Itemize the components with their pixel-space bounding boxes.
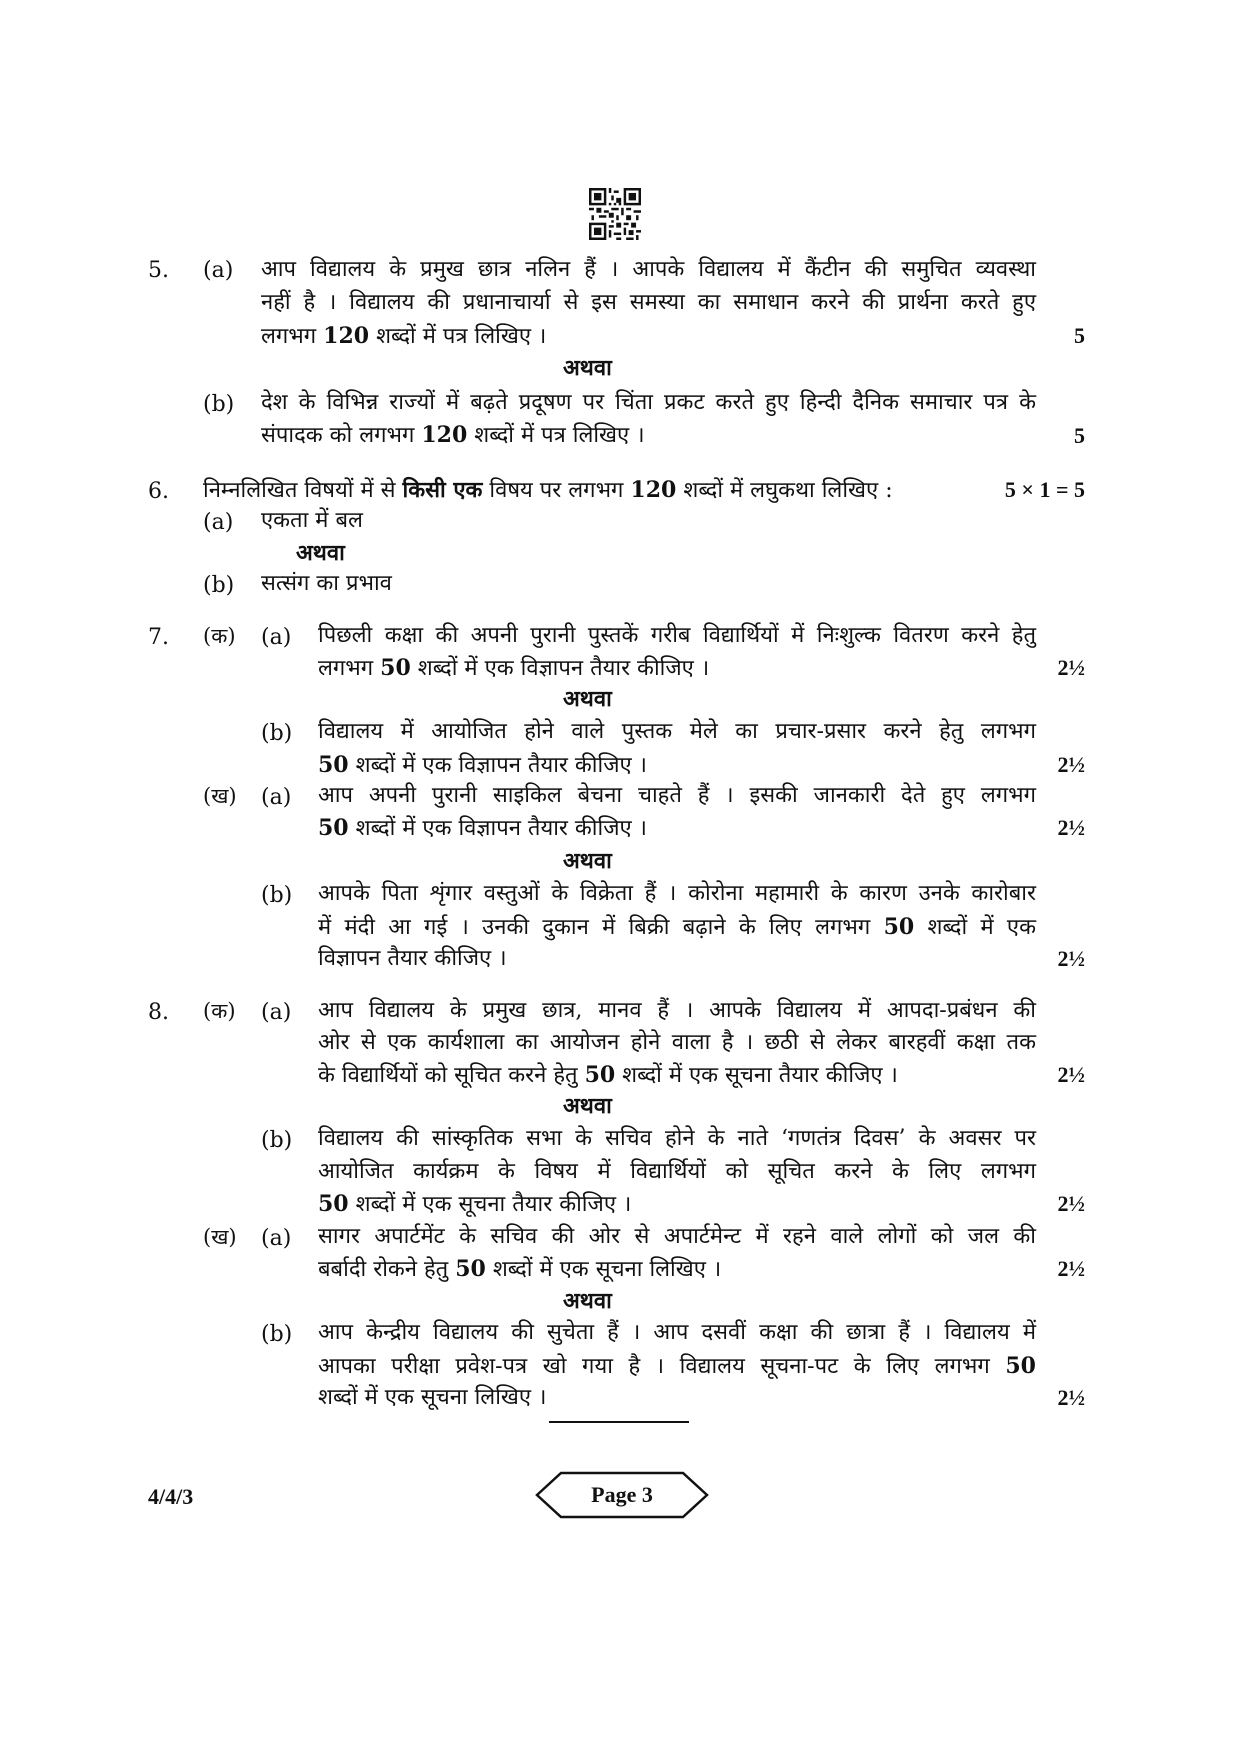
subpart-label: (a) bbox=[261, 1000, 292, 1025]
marks: 2½ bbox=[1057, 1256, 1085, 1281]
question-text: सागर अपार्टमेंट के सचिव की ओर से अपार्टमेन्ट में रहने वाले लोगों को जल की bbox=[318, 1224, 1036, 1249]
marks: 5 bbox=[1074, 323, 1085, 348]
or-separator: अथवा bbox=[563, 686, 612, 712]
section-label: (क) bbox=[203, 999, 236, 1023]
or-separator: अथवा bbox=[563, 848, 612, 874]
subpart-label: (a) bbox=[261, 625, 292, 650]
question-text: 50 शब्दों में एक विज्ञापन तैयार कीजिए । bbox=[318, 815, 648, 841]
question-text: संपादक को लगभग 120 शब्दों में पत्र लिखिए । bbox=[261, 422, 645, 448]
question-text: के विद्यार्थियों को सूचित करने हेतु 50 शब्दों में एक सूचना तैयार कीजिए । bbox=[318, 1062, 898, 1088]
marks: 2½ bbox=[1057, 1062, 1085, 1087]
subpart-label: (b) bbox=[261, 1128, 293, 1153]
section-label: (ख) bbox=[203, 784, 237, 808]
question-text: शब्दों में एक सूचना लिखिए । bbox=[318, 1385, 547, 1410]
marks: 2½ bbox=[1057, 752, 1085, 777]
section-label: (ख) bbox=[203, 1225, 237, 1249]
question-text: विद्यालय में आयोजित होने वाले पुस्तक मेले का प्रचार-प्रसार करने हेतु लगभग bbox=[318, 719, 1036, 744]
question-text: आपके पिता शृंगार वस्तुओं के विक्रेता हैं । कोरोना महामारी के कारण उनके कारोबार bbox=[318, 881, 1036, 906]
subpart-label: (a) bbox=[203, 510, 234, 535]
option-text: सत्संग का प्रभाव bbox=[261, 571, 392, 596]
subpart-label: (b) bbox=[261, 883, 293, 908]
subpart-label: (a) bbox=[203, 258, 234, 283]
marks: 5 bbox=[1074, 423, 1085, 448]
question-text: ओर से एक कार्यशाला का आयोजन होने वाला है । छठी से लेकर बारहवीं कक्षा तक bbox=[318, 1030, 1036, 1055]
subpart-label: (a) bbox=[261, 1226, 292, 1251]
end-divider bbox=[549, 1421, 689, 1423]
paper-code: 4/4/3 bbox=[148, 1484, 194, 1509]
question-text: विद्यालय की सांस्कृतिक सभा के सचिव होने के नाते ‘गणतंत्र दिवस’ के अवसर पर bbox=[318, 1126, 1036, 1151]
question-text: आप विद्यालय के प्रमुख छात्र, मानव हैं । आपके विद्यालय में आपदा-प्रबंधन की bbox=[318, 998, 1036, 1023]
option-text: एकता में बल bbox=[261, 508, 363, 533]
question-text: लगभग 50 शब्दों में एक विज्ञापन तैयार कीजिए । bbox=[318, 655, 710, 681]
qr-code-icon bbox=[589, 188, 641, 240]
question-number: 6. bbox=[148, 479, 169, 504]
question-text: आप विद्यालय के प्रमुख छात्र नलिन हैं । आपके विद्यालय में कैंटीन की समुचित व्यवस्था bbox=[261, 257, 1036, 282]
section-label: (क) bbox=[203, 624, 236, 648]
subpart-label: (b) bbox=[203, 573, 235, 598]
subpart-label: (b) bbox=[261, 1322, 293, 1347]
question-text: आप अपनी पुरानी साइकिल बेचना चाहते हैं । इसकी जानकारी देते हुए लगभग bbox=[318, 783, 1036, 808]
subpart-label: (b) bbox=[203, 392, 235, 417]
question-number: 5. bbox=[148, 258, 169, 283]
subpart-label: (a) bbox=[261, 785, 292, 810]
marks: 2½ bbox=[1057, 946, 1085, 971]
marks: 5 × 1 = 5 bbox=[1004, 477, 1085, 502]
or-separator: अथवा bbox=[296, 540, 345, 566]
question-text: देश के विभिन्न राज्यों में बढ़ते प्रदूषण पर चिंता प्रकट करते हुए हिन्दी दैनिक समाचार पत्र के bbox=[261, 390, 1036, 415]
question-text: आप केन्द्रीय विद्यालय की सुचेता हैं । आप दसवीं कक्षा की छात्रा हैं । विद्यालय में bbox=[318, 1320, 1036, 1345]
or-separator: अथवा bbox=[563, 355, 612, 381]
question-text: 50 शब्दों में एक विज्ञापन तैयार कीजिए । bbox=[318, 752, 648, 778]
or-separator: अथवा bbox=[563, 1093, 612, 1119]
or-separator: अथवा bbox=[563, 1288, 612, 1314]
question-text: आपका परीक्षा प्रवेश-पत्र खो गया है । विद्यालय सूचना-पट के लिए लगभग 50 bbox=[318, 1353, 1036, 1379]
question-text: निम्नलिखित विषयों में से किसी एक विषय पर लगभग 120 शब्दों में लघुकथा लिखिए : bbox=[203, 477, 893, 503]
marks: 2½ bbox=[1057, 1385, 1085, 1410]
page-number: Page 3 bbox=[591, 1482, 653, 1507]
subpart-label: (b) bbox=[261, 721, 293, 746]
question-text: लगभग 120 शब्दों में पत्र लिखिए । bbox=[261, 323, 547, 349]
marks: 2½ bbox=[1057, 1191, 1085, 1216]
question-text: नहीं है । विद्यालय की प्रधानाचार्या से इस समस्या का समाधान करने की प्रार्थना करते हुए bbox=[261, 290, 1036, 315]
question-text: बर्बादी रोकने हेतु 50 शब्दों में एक सूचना लिखिए । bbox=[318, 1256, 722, 1282]
question-text: 50 शब्दों में एक सूचना तैयार कीजिए । bbox=[318, 1191, 632, 1217]
question-text: पिछली कक्षा की अपनी पुरानी पुस्तकें गरीब विद्यार्थियों में निःशुल्क वितरण करने हेतु bbox=[318, 623, 1036, 648]
question-number: 8. bbox=[148, 1000, 169, 1025]
question-text: विज्ञापन तैयार कीजिए । bbox=[318, 946, 507, 971]
marks: 2½ bbox=[1057, 815, 1085, 840]
marks: 2½ bbox=[1057, 655, 1085, 680]
question-text: आयोजित कार्यक्रम के विषय में विद्यार्थियों को सूचित करने के लिए लगभग bbox=[318, 1159, 1036, 1184]
question-text: में मंदी आ गई । उनकी दुकान में बिक्री बढ़ाने के लिए लगभग 50 शब्दों में एक bbox=[318, 914, 1036, 940]
question-number: 7. bbox=[148, 625, 169, 650]
